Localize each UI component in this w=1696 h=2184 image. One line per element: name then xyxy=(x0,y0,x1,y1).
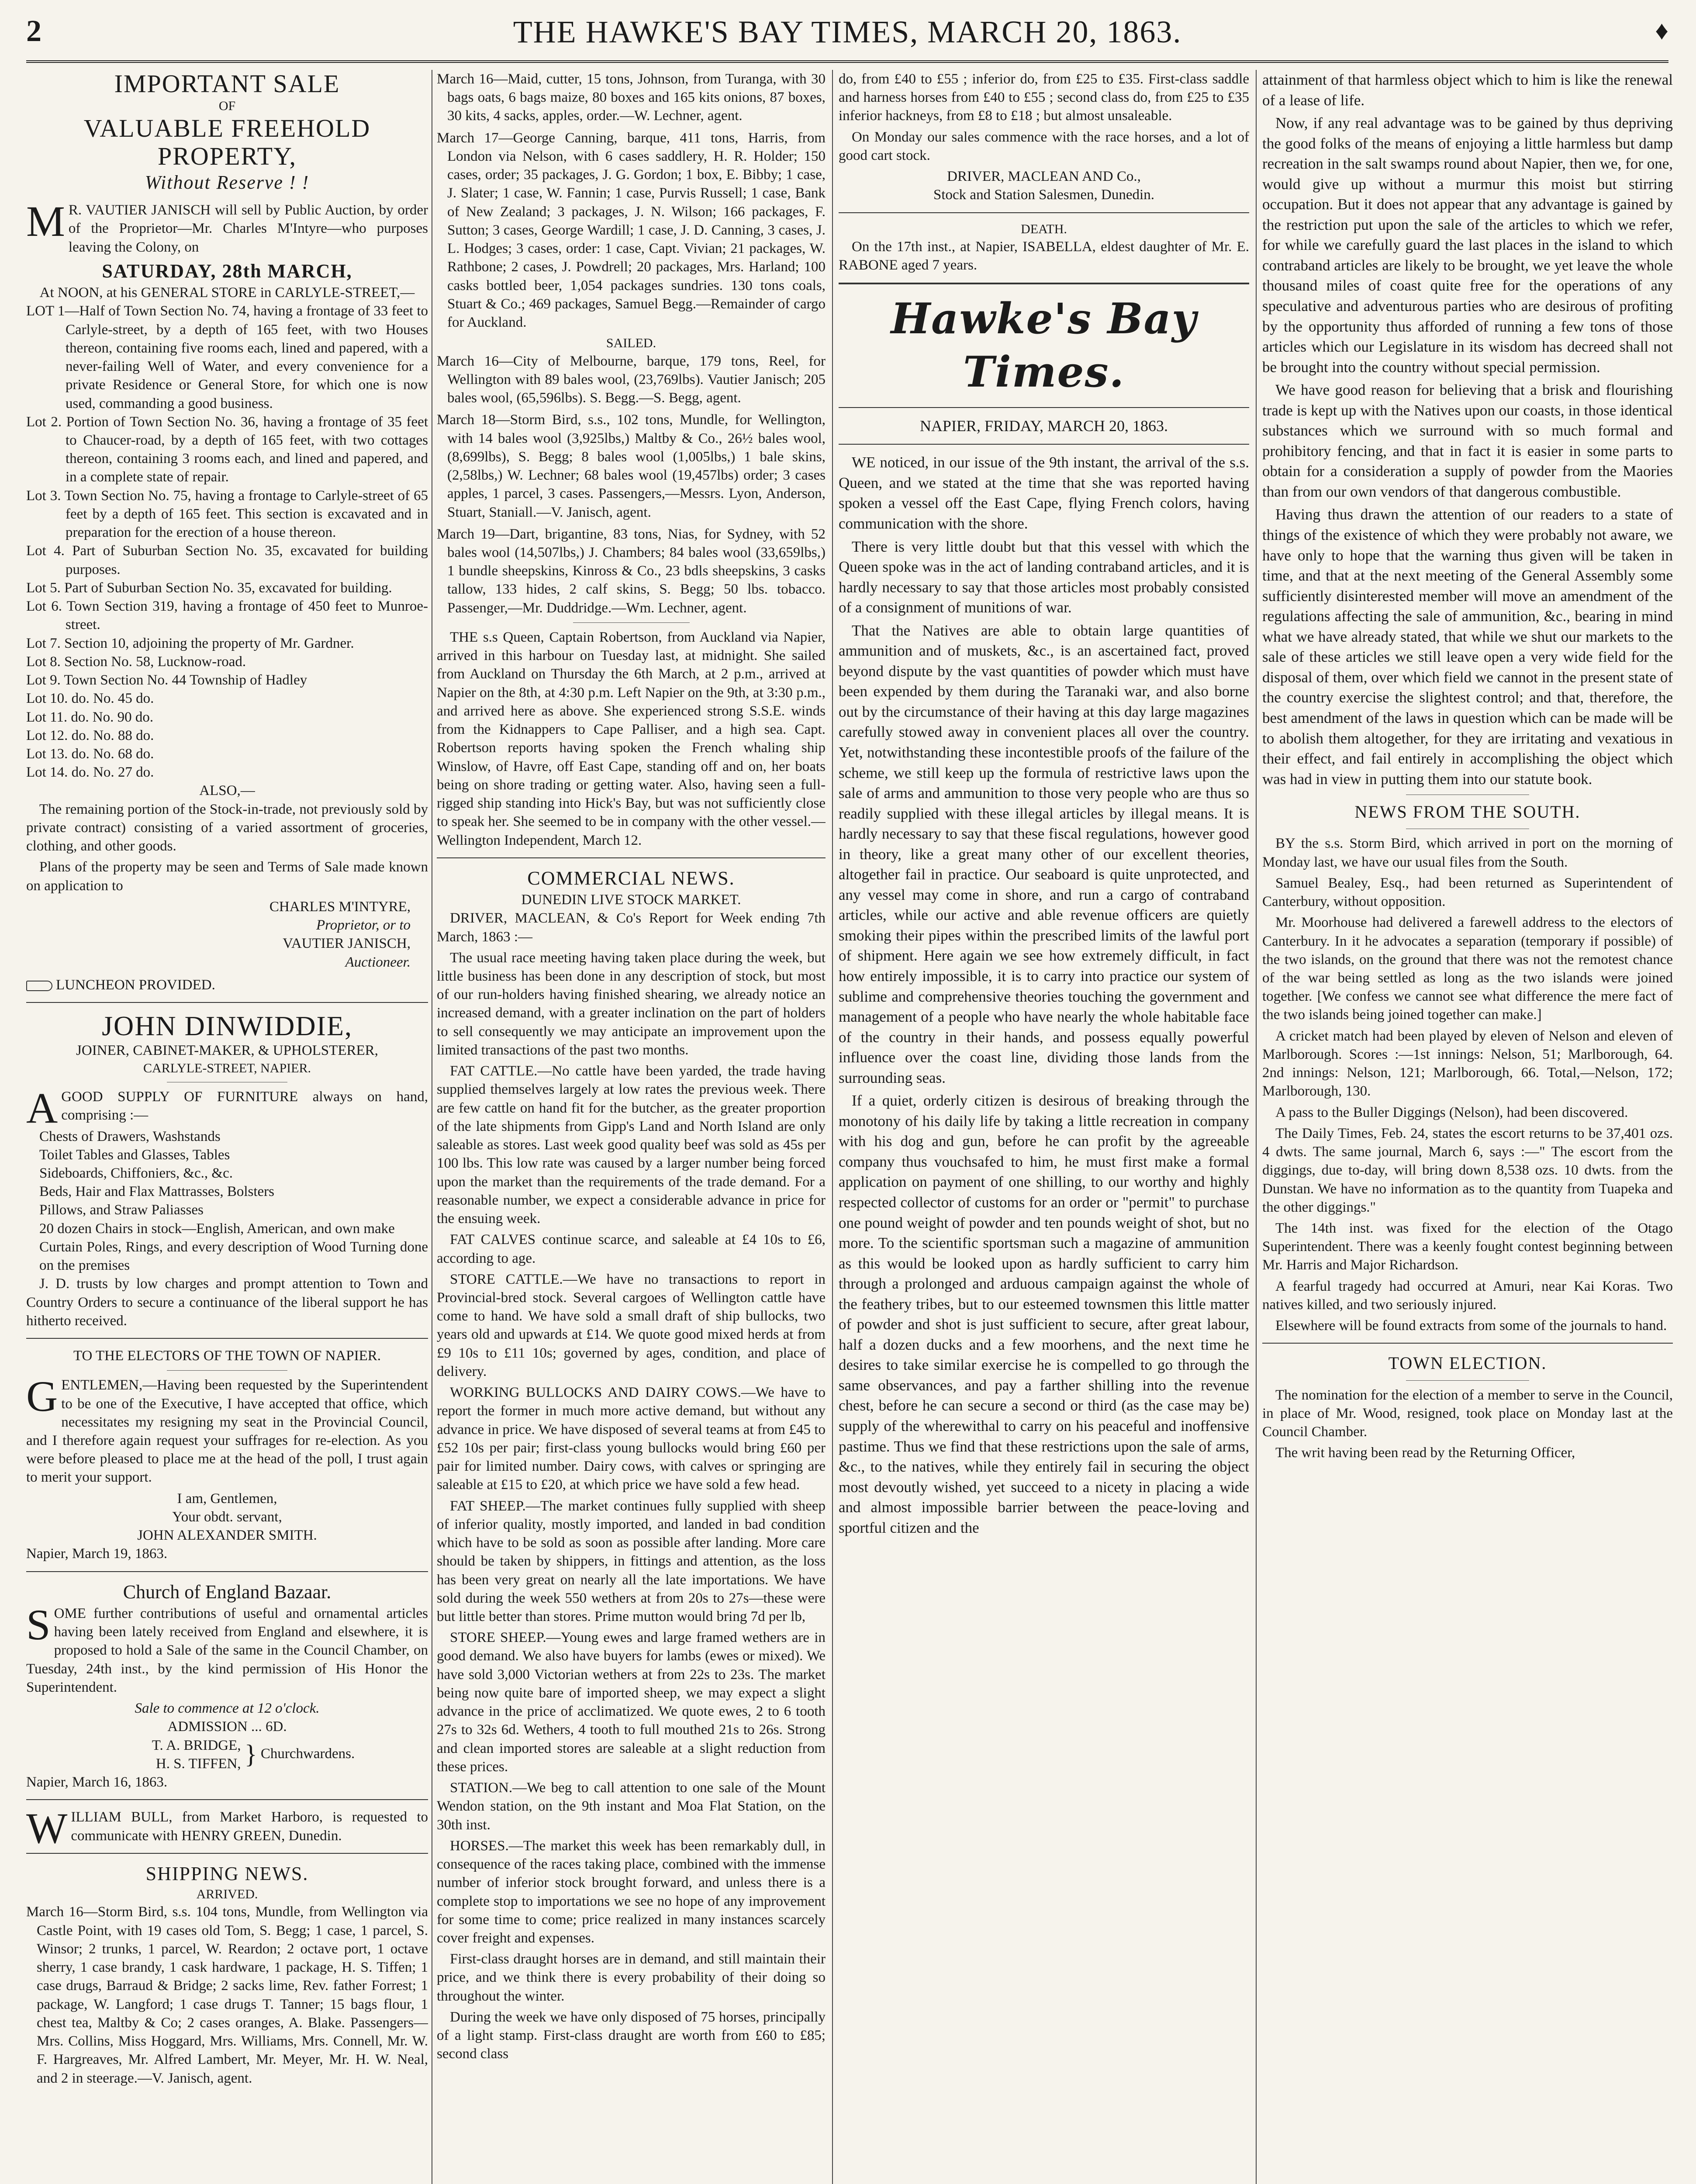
date-line: Napier, March 16, 1863. xyxy=(26,1774,168,1790)
divider xyxy=(839,283,1249,284)
masthead xyxy=(26,8,1668,63)
market-paragraph: STATION.—We beg to call attention to one sale of the Mount Wendon station, on the 9th instant and Moa Flat Station, on the 30th inst. xyxy=(437,1780,826,1833)
sale-reserve: Without Reserve ! ! xyxy=(145,171,310,193)
lot-entry: Lot 2. Portion of Town Section No. 36, having a frontage of 35 feet to Chaucer-road, by a depth of 165 feet, with two cottages thereon, containing 3 rooms each, and lined and papered, and in a complete state of repair. xyxy=(26,414,428,485)
column-rule xyxy=(832,70,833,2184)
date-line: Napier, March 19, 1863. xyxy=(26,1546,168,1562)
queen-report: THE s.s Queen, Captain Robertson, from Auckland via Napier, arrived in this harbour on Tuesday last, at midnight. She sailed from Auckland on Thursday the 6th March, at 2 p.m., arrived at Napier on the 8th, at 4:30 p.m. Left Napier on the 9th, at 3:30 p.m., and arrived here as above. She experienced strong S.S.E. winds from the Kidnappers to Cape Palliser, and a high sea. Capt. Robertson reports having spoken the French whaling ship Winslow, of Havre, off East Cape, standing off and on, her boats being on shore trading or getting water. Also, having seen a full-rigged ship standing into Hick's Bay, but was not sufficiently close to speak her. She seemed to be in company with the other vessel.—Wellington Independent, March 12. xyxy=(437,629,826,848)
market-paragraph: STORE SHEEP.—Young ewes and large framed wethers are in good demand. We also have buyers for lambs (ewes or mixed). We have sold 3,000 Victorian wethers at from 22s to 23s. The market being now quite bare of imported sheep, we may expect a slight advance in the price of acclimatized. We quote ewes, 2 to 6 tooth 27s to 32s 6d. Wethers, 4 tooth to full mouthed 21s to 26s. Strong and clean imported stores are saleable at a slight reduction from these prices. xyxy=(437,1630,826,1775)
divider xyxy=(26,1799,428,1800)
news-item: Samuel Bealey, Esq., had been returned as Superintendent of Canterbury, without opposition. xyxy=(1262,875,1673,910)
market-paragraph: FAT SHEEP.—The market continues fully supplied with sheep of inferior quality, mostly imported, and landed in bad condition which have to be sold as soon as possible after landing. More care should be taken by shippers, in fittings and attention, as the loss has been very great on nearly all the late importations. We have sold during the week 550 wethers at from 20s to 27s—these were but little better than stores. Prime mutton would bring 7d per lb, xyxy=(437,1498,826,1624)
sailed-entry: March 18—Storm Bird, s.s., 102 tons, Mundle, for Wellington, with 14 bales wool (3,925lbs,) Maltby & Co., 26½ bales wool, (8,699lbs), S. Begg; 8 bales wool (1,005lbs,) 1 bale skins, (2,58lbs,) W. Lechner; 68 bales wool (19,457lbs) order; 3 cases apples, 1 parcel, 3 cases. Passengers,—Messrs. Lyon, Anderson, Stuart, Staniall.—V. Janisch, agent. xyxy=(437,412,826,520)
signature: Your obdt. servant, xyxy=(172,1509,282,1525)
election-paragraph: The nomination for the election of a member to serve in the Council, in place of Mr. Wood, resigned, took place on Monday last at the Council Chamber. xyxy=(1262,1387,1673,1440)
market-heading: DUNEDIN LIVE STOCK MARKET. xyxy=(521,892,741,908)
divider xyxy=(573,622,690,623)
signature: DRIVER, MACLEAN AND Co., xyxy=(947,169,1141,185)
sale-plans: Plans of the property may be seen and Terms of Sale made known on application to xyxy=(26,859,428,894)
lot-entry: Lot 12. do. No. 88 do. xyxy=(26,727,154,743)
page-number: 2 xyxy=(26,14,41,48)
luncheon-note: LUNCHEON PROVIDED. xyxy=(56,977,215,993)
market-paragraph: First-class draught horses are in demand, and still maintain their price, and we think there is every probability of their doing so throughout the winter. xyxy=(437,1951,826,2004)
market-paragraph: WORKING BULLOCKS AND DAIRY COWS.—We have to report the former in much more active demand, but without any advance in price. We have disposed of several teams at from £45 to £52 10s per pair; first-class young bullocks would bring £60 per pair for limited number. Dairy cows, with calves or springing are saleable at £15 to £20, at which price we have sold a few head. xyxy=(437,1385,826,1493)
dropcap: G xyxy=(26,1372,58,1421)
news-item: The Daily Times, Feb. 24, states the escort returns to be 37,401 ozs. 4 dwts. The same journal, March 6, says :—" The escort from the diggings, due to-day, will bring down 8,538 ozs. 10 dwts. from the Dunstan. We have no information as to the quantity from Tuapeka and the other diggings." xyxy=(1262,1125,1673,1215)
shipping-entries xyxy=(437,70,826,332)
signature: H. S. TIFFEN, xyxy=(155,1755,241,1772)
market-report xyxy=(437,949,826,2063)
signature: JOHN ALEXANDER SMITH. xyxy=(137,1527,317,1544)
lot-entry: Lot 13. do. No. 68 do. xyxy=(26,746,154,762)
market-paragraph: During the week we have only disposed of 75 horses, principally of a light stamp. First-class draught are worth from £60 to £85; second class xyxy=(437,2009,826,2062)
signature: Auctioneer. xyxy=(345,954,411,970)
dropcap: S xyxy=(26,1600,51,1649)
divider xyxy=(839,212,1249,213)
dinwiddie-intro: GOOD SUPPLY OF FURNITURE always on hand, comprising :— xyxy=(61,1089,428,1123)
news-item: A pass to the Buller Diggings (Nelson), had been discovered. xyxy=(1275,1104,1628,1120)
furniture-item: Pillows, and Straw Paliasses xyxy=(39,1202,204,1218)
editorial-paragraph: There is very little doubt but that this vessel with which the Queen spoke was in the act of landing contraband articles, and it is hardly necessary to say that those articles most probably consisted of a consignment of munitions of war. xyxy=(839,538,1249,616)
death-heading: DEATH. xyxy=(1021,221,1067,236)
also-label: ALSO,— xyxy=(199,783,255,799)
lot-entry: Lot 9. Town Section No. 44 Township of Hadley xyxy=(26,672,307,688)
dropcap: A xyxy=(26,1084,58,1133)
market-continued: On Monday our sales commence with the race horses, and a lot of good cart stock. xyxy=(839,129,1249,163)
electors-heading: TO THE ELECTORS OF THE TOWN OF NAPIER. xyxy=(73,1348,381,1364)
divider xyxy=(839,407,1249,408)
dinwiddie-closing: J. D. trusts by low charges and prompt attention to Town and Country Orders to secure a continuance of the liberal support he has hitherto received. xyxy=(26,1276,428,1329)
dinwiddie-name: JOHN DINWIDDIE, xyxy=(102,1010,352,1042)
lot-entry: Lot 3. Town Section No. 75, having a frontage to Carlyle-street of 65 feet by a depth of 165 feet. This section is excavated and in preparation for the erection of a house thereon. xyxy=(26,487,428,541)
bazaar-body: OME further contributions of useful and ornamental articles having been lately received from England and elsewhere, it is proposed to hold a Sale of the same in the Council Chamber, on Tuesday, 24th inst., by the kind permission of His Honor the Superintendent. xyxy=(26,1605,428,1695)
brace: } xyxy=(244,1740,257,1769)
bazaar-heading: Church of England Bazaar. xyxy=(123,1581,332,1603)
news-item: A fearful tragedy had occurred at Amuri, near Kai Koras. Two natives killed, and two seriously injured. xyxy=(1262,1278,1673,1313)
lot-entry: Lot 6. Town Section 319, having a frontage of 450 feet to Munroe-street. xyxy=(26,598,428,633)
bazaar-admission: ADMISSION ... 6D. xyxy=(167,1719,287,1735)
column-4 xyxy=(1262,70,1673,2184)
electors-body: ENTLEMEN,—Having been requested by the Superintendent to be one of the Executive, I have accepted that office, which necessitates my resigning my seat in the Provincial Council, and I therefore again request your suffrages for re-election. As you were before pleased to place me at the head of the poll, I trust again to merit your support. xyxy=(26,1377,428,1486)
sale-of: OF xyxy=(218,98,236,113)
editorial-paragraph: If a quiet, orderly citizen is desirous of breaking through the monotony of his daily life by taking a little recreation in company with his dog and gun, before he can profit by the agreeable company thus vouchsafed to him, he must first make a formal application on payment of one shilling, to our worthy and highly respected collector of customs for an order or "permit" to purchase one pound weight of powder and ten pounds weight of shot, but no more. To the scientific sportsman such a magazine of ammunition as this would be looked upon as hardly sufficient to carry him through a prolonged and arduous campaign against the whole of the feathery tribes, but to our esteemed townsmen this little matter of powder and shot is just sufficient to secure, after great labour, half a dozen ducks and a few moorhens, and the next time he desires to take similar exercise he is compelled to go through the same observances, and pay a farther shilling into the revenue chest, before he can secure a second or third (as the case may be) supply of the wherewithal to carry on his peaceful and inoffensive pastime. Thus we find that these restrictions upon the sale of arms, &c., to the natives, while they entirely fail in securing the object most devoutly wished, yet succeed to a nicety in placing a wide and almost impossible barrier between the peace-loving and sportful citizen and the xyxy=(839,1092,1249,1536)
furniture-item: Chests of Drawers, Washstands xyxy=(39,1128,221,1144)
news-item: Elsewhere will be found extracts from some of the journals to hand. xyxy=(1275,1318,1667,1334)
divider xyxy=(437,857,826,858)
market-paragraph: FAT CATTLE.—No cattle have been yarded, the trade having supplied themselves largely at low rates the previous week. There are few cattle on hand fit for the butcher, as the greater proportion of the late shipments from Gipp's Land and North Island are only saleable as stores. Last week good quality beef was sold as 45s per 100 lbs. This low rate was caused by a larger number being forced upon the market than the requirements of the trade demand. For a reasonable number, we expect a considerable advance in price for the ensuing week. xyxy=(437,1063,826,1227)
divider xyxy=(26,1338,428,1339)
sailed-entries xyxy=(437,352,826,617)
lot-entry: Lot 5. Part of Suburban Section No. 35, excavated for building. xyxy=(26,580,392,596)
market-paragraph: HORSES.—The market this week has been remarkably dull, in consequence of the races taking place, combined with the immense number of inferior stock brought forward, and unless there is a complete stop to importations we see no hope of any improvement for some time to come; price realized in many instances scarcely cover freight and expenses. xyxy=(437,1838,826,1946)
market-paragraph: FAT CALVES continue scarce, and saleable at £4 10s to £6, according to age. xyxy=(437,1232,826,1266)
market-paragraph: STORE CATTLE.—We have no transactions to report in Provincial-bred stock. Several cargoes of Wellington cattle have come to hand. We have sold a small draft of ship bullocks, two years old and upwards at £14. We quote good mixed herds at from £9 10s to £11 10s; governed by ages, condition, and place of delivery. xyxy=(437,1271,826,1379)
bull-notice: ILLIAM BULL, from Market Harboro, is requested to communicate with HENRY GREEN, Dunedin. xyxy=(71,1809,428,1844)
lot-entry: Lot 10. do. No. 45 do. xyxy=(26,691,154,707)
news-item: A cricket match had been played by eleven of Nelson and eleven of Marlborough. Scores :—1st innings: Nelson, 51; Marlborough, 64. 2nd innings: Nelson, 121; Marlborough, 66. Total,—Nelson, 172; Marlborough, 130. xyxy=(1262,1028,1673,1099)
column-2 xyxy=(437,70,826,2184)
market-continued: do, from £40 to £55 ; inferior do, from £25 to £35. First-class saddle and harness horses from £40 to £55 ; second class do, from £25 to £35 inferior hackneys, from £8 to £18 ; but almost unsaleable. xyxy=(839,71,1249,124)
column-1 xyxy=(26,70,428,2184)
furniture-item: 20 dozen Chairs in stock—English, American, and own make xyxy=(39,1220,395,1237)
sailed-label: SAILED. xyxy=(606,336,656,351)
editorial-paragraph: WE noticed, in our issue of the 9th instant, the arrival of the s.s. Queen, and we stated at the time that she was reported having spoken a vessel off the East Cape, flying French colors, having communication with the shore. xyxy=(839,454,1249,532)
market-paragraph: The usual race meeting having taken place during the week, but little business has been done in any description of stock, but most of our run-holders having finished shearing, we already notice an increased demand, with a greater inclination on the part of holders to sell consequently we may anticipate an improvement upon the limited transactions of the past two months. xyxy=(437,950,826,1058)
shipping-entry: March 16—Storm Bird, s.s. 104 tons, Mundle, from Wellington via Castle Point, with 19 cases old Tom, S. Begg; 1 case, 1 parcel, S. Winsor; 2 trunks, 1 parcel, W. Reardon; 2 octave port, 1 octave sherry, 1 case brandy, 1 cask hardware, 1 package, H. S. Tiffen; 1 case drugs, Barraud & Bridge; 2 sacks lime, Rev. father Forrest; 1 package, W. Langford; 1 case drugs T. Tanner; 15 bags flour, 1 chest tea, Maltby & Co; 2 cases oranges, A. Blake. Passengers—Mrs. Collins, Miss Hoggard, Mrs. Williams, Mrs. Connell, Mr. W. F. Hargreaves, Mr. Alfred Lambert, Mr. Meyer, Mr. H. W. Neal, and 2 in steerage.—V. Janisch, agent. xyxy=(26,1904,428,2086)
column-rule xyxy=(1256,70,1257,2184)
sale-subheading: VALUABLE FREEHOLD PROPERTY, xyxy=(83,114,371,170)
divider xyxy=(1406,1380,1529,1381)
signature: T. A. BRIDGE, xyxy=(152,1737,241,1753)
sale-intro: R. VAUTIER JANISCH will sell by Public Auction, by order of the Proprietor—Mr. Charles M'Intyre—who purposes leaving the Colony, on xyxy=(68,202,428,255)
nameplate: Hawke's Bay Times. xyxy=(891,294,1197,397)
sale-place: At NOON, at his GENERAL STORE in CARLYLE-STREET,— xyxy=(39,285,415,301)
signature: VAUTIER JANISCH, xyxy=(283,936,411,952)
editorial-continued xyxy=(1262,70,1673,789)
divider xyxy=(26,1853,428,1854)
sailed-entry: March 16—City of Melbourne, barque, 179 tons, Reel, for Wellington with 89 bales wool, (23,769lbs). Vautier Janisch; 205 bales wool, (65,596lbs). S. Begg.—S. Begg, agent. xyxy=(437,353,826,406)
death-notice: On the 17th inst., at Napier, ISABELLA, eldest daughter of Mr. E. RABONE aged 7 years. xyxy=(839,239,1249,273)
south-news xyxy=(1262,834,1673,1335)
editorial-paragraph: Having thus drawn the attention of our readers to a state of things of the existence of which they were probably not aware, we have only to hope that the warning thus given will be taken in time, and that at the next meeting of the General Assembly some sufficiently disinterested member will move an amendment of the regulations affecting the sale of ammunition, &c., bearing in mind what we have already stated, that while we shut our markets to the sale of these articles we still leave open a very wide field for the disposal of them, over which field we cannot in the present state of the country exercise the slightest control; and that, therefore, the best amendment of the laws in question which can be made will be to abolish them altogether, for they are irritating and vexatious in their effect, and fail entirely in accomplishing the object which was had in view in putting them into our statute book. xyxy=(1262,506,1673,788)
divider xyxy=(839,444,1249,445)
divider xyxy=(1262,1343,1673,1344)
dropcap: M xyxy=(26,197,65,246)
signature: Stock and Station Salesmen, Dunedin. xyxy=(933,187,1154,203)
south-heading: NEWS FROM THE SOUTH. xyxy=(1354,802,1581,822)
commercial-heading: COMMERCIAL NEWS. xyxy=(527,867,735,889)
editorial-paragraph: That the Natives are able to obtain large quantities of ammunition and of muskets, &c., is an ascertained fact, proved beyond dispute by the vast quantities of powder which must have been expended by them during the Taranaki war, and also borne out by the circumstance of their having at this day large magazines carefully stowed away in convenient places all over the country. Yet, notwithstanding these incontestible proofs of the failure of the scheme, we still keep up the formula of restrictive laws upon the sale of arms and ammunition to those very people who are thus so readily supplied with these illegal articles by illegal means. It is hardly necessary to say that these fiscal regulations, however good in theory, like a great many other of our excellent theories, altogether fail in practice. Our seaboard is quite unprotected, and any vessel may come in shore, and run a cargo of contraband articles, while our active and able revenue officers are quietly smoking their pipes within the prescribed limits of the lawful port of shipment. Here again we see how extremely difficult, in fact how entirely impossible, it is to carry into practice our system of sublime and comprehensive theories touching the government and management of a people who have nearly the whole habitable face of the country in their hands, and possess equally powerful influence over the coast line, dividing those lands from the surrounding seas. xyxy=(839,622,1249,1086)
editorial-paragraph: We have good reason for believing that a brisk and flourishing trade is kept up with the Natives upon our coasts, in those identical substances which we surround with so much formal and prohibitory fencing, and that in fact it is easier in some parts to obtain for a consideration a supply of powder from the Maories than from our own vendors of that dangerous combustible. xyxy=(1262,381,1673,500)
editorial-paragraph: Now, if any real advantage was to be gained by thus depriving the good folks of the means of enjoying a little harmless but damp recreation in the salt swamps round about Napier, then we, for one, would give up without a murmur this moist but stirring occupation. But it does not appear that any advantage is gained by the restriction put upon the sale of the articles to which we refer, for while we carefully guard the last places in the island to which contraband articles are likely to be brought, we yet leave the whole thousand miles of coast quite free for the operations of any speculative and adventurous parties who are desirous of profiting by the opportunity thus afforded of running a few tons of those articles which our Legislature in its wisdom has decreed shall not be brought into the country without special permission. xyxy=(1262,114,1673,376)
town-election-heading: TOWN ELECTION. xyxy=(1388,1353,1547,1373)
town-election xyxy=(1262,1386,1673,1462)
furniture-item: Toilet Tables and Glasses, Tables xyxy=(39,1147,230,1163)
corner-mark: ♦ xyxy=(1655,16,1668,45)
dinwiddie-trade: JOINER, CABINET-MAKER, & UPHOLSTERER, xyxy=(76,1043,378,1059)
shipping-entry: March 16—Maid, cutter, 15 tons, Johnson, from Turanga, with 30 bags oats, 6 bags maize, 80 boxes and 165 kits onions, 87 boxes, 30 kits, 4 sacks, apples, order.—W. Lechner, agent. xyxy=(437,71,826,124)
signature: Proprietor, or to xyxy=(316,917,411,933)
furniture-item: Beds, Hair and Flax Mattrasses, Bolsters xyxy=(39,1184,275,1200)
bazaar-time: Sale to commence at 12 o'clock. xyxy=(135,1700,320,1717)
lot-list xyxy=(26,302,428,781)
shipping-entry: March 17—George Canning, barque, 411 tons, Harris, from London via Nelson, with 6 cases saddlery, H. R. Holder; 150 cases, order; 35 packages, J. G. Gordon; 1 box, E. Bibby; 1 case, J. Slater; 1 case, W. Fannin; 1 case, Purvis Russell; 1 case, Bank of New Zealand; 3 packages, J. N. Wilson; 166 packages, F. Sutton; 3 cases, George Wardill; 1 case, J. D. Canning, 3 cases, J. L. Hodges; 3 cases, order: 1 case, Capt. Vivian; 21 packages, W. Rathbone; 2 cases, J. Powdrell; 20 packages, Mrs. Harland; 100 casks bottled beer, 1,054 packages sundries. 130 tons coals, Stuart & Co.; 469 packages, Samuel Begg.—Remainder of cargo for Auckland. xyxy=(437,130,826,331)
divider xyxy=(26,1571,428,1572)
furniture-item: Sideboards, Chiffoniers, &c., &c. xyxy=(39,1165,233,1181)
sale-date: SATURDAY, 28th MARCH, xyxy=(102,260,352,282)
dinwiddie-address: CARLYLE-STREET, NAPIER. xyxy=(143,1061,311,1075)
dateline: NAPIER, FRIDAY, MARCH 20, 1863. xyxy=(919,417,1168,435)
furniture-item: Curtain Poles, Rings, and every description of Wood Turning done on the premises xyxy=(39,1239,428,1274)
divider xyxy=(167,1370,287,1371)
divider xyxy=(26,1002,428,1003)
news-item: The 14th inst. was fixed for the election of the Otago Superintendent. There was a keenly fought contest beginning between Mr. Harris and Major Richardson. xyxy=(1262,1220,1673,1273)
lot-entry: Lot 14. do. No. 27 do. xyxy=(26,764,154,781)
churchwardens-label: Churchwardens. xyxy=(260,1745,355,1762)
sale-remainder: The remaining portion of the Stock-in-trade, not previously sold by private contract) consisting of a varied assortment of groceries, clothing, and other goods. xyxy=(26,801,428,854)
editorial-paragraph: attainment of that harmless object which to him is like the renewal of a lease of life. xyxy=(1262,71,1673,109)
sale-heading: IMPORTANT SALE xyxy=(114,70,340,98)
signature: I am, Gentlemen, xyxy=(177,1490,277,1507)
editorial xyxy=(839,453,1249,1538)
arrived-label: ARRIVED. xyxy=(196,1887,258,1902)
lot-entry: Lot 11. do. No. 90 do. xyxy=(26,709,154,725)
lot-entry: Lot 4. Part of Suburban Section No. 35, excavated for building purposes. xyxy=(26,543,428,577)
news-item: Mr. Moorhouse had delivered a farewell address to the electors of Canterbury. In it he advocates a separation (temporary if possible) of the two islands, on the ground that there was not the remotest chance of the war being settled as long as the two islands were joined together. [We confess we cannot see what difference the mere fact of the two islands being joined together can make.] xyxy=(1262,915,1673,1023)
sailed-entry: March 19—Dart, brigantine, 83 tons, Nias, for Sydney, with 52 bales wool (14,507lbs,) J. Chambers; 84 bales wool (33,659lbs,) 1 bundle sheepskins, Kinross & Co., 23 bdls sheepskins, 3 casks tallow, 133 hides, 2 calf skins, S. Begg; 50 lbs. tobacco. Passenger,—Mr. Duddridge.—Wm. Lechner, agent. xyxy=(437,526,826,616)
election-paragraph: The writ having been read by the Returning Officer, xyxy=(1275,1445,1575,1461)
dropcap: W xyxy=(26,1804,68,1853)
furniture-list xyxy=(26,1127,428,1275)
news-item: BY the s.s. Storm Bird, which arrived in port on the morning of Monday last, we have our usual files from the South. xyxy=(1262,836,1673,870)
newspaper-title: THE HAWKE'S BAY TIMES, MARCH 20, 1863. xyxy=(513,14,1182,49)
pointing-hand-icon xyxy=(26,981,52,991)
market-intro: DRIVER, MACLEAN, & Co's Report for Week ending 7th March, 1863 :— xyxy=(437,910,826,945)
lot-entry: LOT 1—Half of Town Section No. 74, having a frontage of 33 feet to Carlyle-street, by a depth of 165 feet, with two Houses thereon, containing five rooms each, lined and papered, with a never-failing Well of Water, and every convenience for a private Residence or General Store, for which one is now used, commanding a good business. xyxy=(26,303,428,411)
shipping-heading: SHIPPING NEWS. xyxy=(145,1863,309,1884)
lot-entry: Lot 8. Section No. 58, Lucknow-road. xyxy=(26,653,246,670)
signature: CHARLES M'INTYRE, xyxy=(269,898,411,915)
column-3 xyxy=(839,70,1249,2184)
lot-entry: Lot 7. Section 10, adjoining the property of Mr. Gardner. xyxy=(26,635,354,651)
